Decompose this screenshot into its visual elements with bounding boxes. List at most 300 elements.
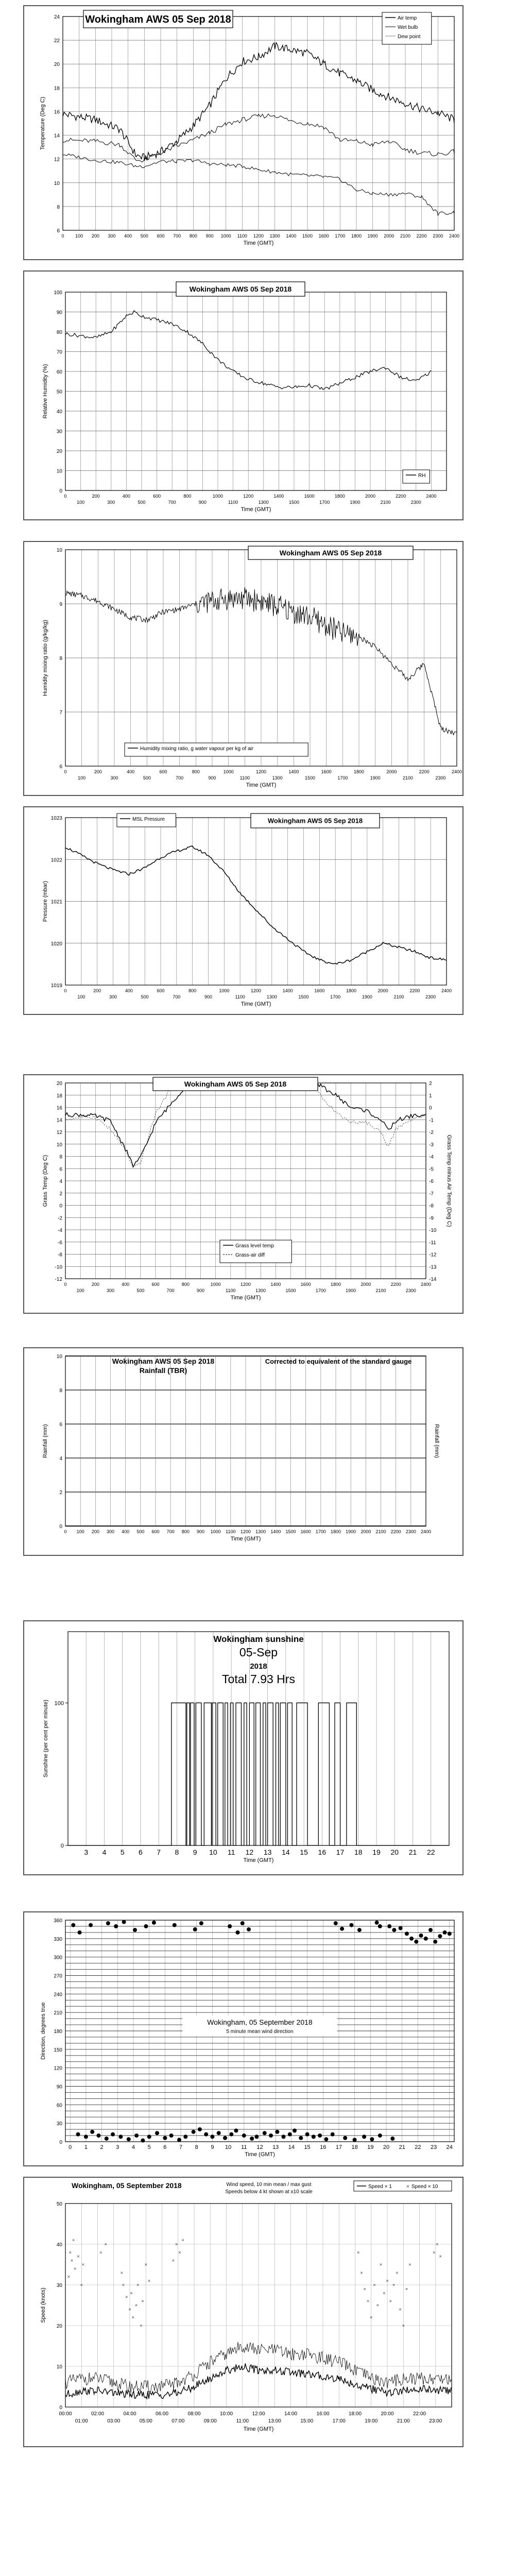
x-tick-label: 500 bbox=[136, 1288, 145, 1293]
x-tick-label: 1400 bbox=[270, 1529, 281, 1534]
x-tick-label: 1600 bbox=[300, 1529, 311, 1534]
x-tick-label: 500 bbox=[143, 775, 151, 781]
wind-direction-point bbox=[242, 2133, 246, 2138]
x-tick-label: 2300 bbox=[405, 1288, 416, 1293]
y-tick-label: 2 bbox=[59, 1191, 62, 1197]
sun-chart-year: 2018 bbox=[250, 1662, 267, 1671]
low-speed-x10-point: × bbox=[99, 2249, 102, 2255]
x-tick-label: 300 bbox=[107, 500, 115, 505]
x-tick-label: 600 bbox=[153, 494, 161, 499]
y-tick-label: 8 bbox=[59, 1388, 62, 1394]
y-tick-label: 18 bbox=[56, 1093, 62, 1099]
x-tick-label: 500 bbox=[138, 500, 146, 505]
y-tick-label: 150 bbox=[54, 2047, 62, 2053]
x-tick-label: 2100 bbox=[380, 500, 391, 505]
x-tick-label: 1200 bbox=[243, 494, 254, 499]
wind-direction-point bbox=[269, 2133, 273, 2138]
wind-direction-point bbox=[343, 2136, 347, 2140]
low-speed-x10-point: × bbox=[147, 2278, 151, 2284]
y-tick-label: 10 bbox=[56, 1354, 62, 1360]
x-tick-label: 2100 bbox=[375, 1529, 386, 1534]
x-tick-label: 1500 bbox=[302, 233, 313, 239]
y-tick-label: 8 bbox=[59, 1154, 62, 1160]
wind-direction-point bbox=[357, 1928, 362, 1932]
x-tick-label: 1500 bbox=[288, 500, 300, 505]
x-tick-label: 2400 bbox=[449, 233, 460, 239]
x-tick-label: 2200 bbox=[419, 769, 430, 774]
wind-direction-point bbox=[127, 2137, 131, 2141]
y-tick-label: 40 bbox=[56, 409, 62, 415]
legend-swatch: × bbox=[406, 2184, 409, 2190]
y2-tick-label: -3 bbox=[429, 1142, 434, 1148]
x-tick-label: 6 bbox=[139, 1848, 143, 1856]
x-tick-label: 800 bbox=[189, 233, 197, 239]
y-tick-label: 10 bbox=[54, 180, 60, 187]
wind-direction-point bbox=[305, 2132, 310, 2137]
x-tick-label: 1000 bbox=[223, 769, 234, 774]
y2-tick-label: 0 bbox=[429, 1105, 432, 1111]
x-tick-label: 2100 bbox=[400, 233, 411, 239]
x-tick-label: 800 bbox=[183, 494, 192, 499]
x-tick-label: 600 bbox=[151, 1529, 160, 1534]
low-speed-x10-point: × bbox=[131, 2315, 134, 2320]
low-speed-x10-point: × bbox=[439, 2253, 442, 2259]
x-tick-label: 200 bbox=[91, 233, 99, 239]
y2-tick-label: -7 bbox=[429, 1191, 434, 1197]
y-tick-label: 60 bbox=[56, 2103, 62, 2109]
x-tick-label: 4 bbox=[131, 2144, 135, 2150]
wind-direction-point bbox=[111, 2132, 115, 2137]
x-tick-label: 04:00 bbox=[123, 2411, 136, 2417]
x-tick-label: 01:00 bbox=[75, 2418, 88, 2424]
wind-direction-point bbox=[448, 1931, 452, 1936]
x-tick-label: 2200 bbox=[390, 1282, 401, 1287]
y2-tick-label: 1 bbox=[429, 1093, 432, 1099]
x-tick-label: 22 bbox=[415, 2144, 421, 2150]
x-axis-label: Time (GMT) bbox=[245, 2151, 275, 2158]
wind-direction-point bbox=[414, 1940, 418, 1944]
x-tick-label: 2200 bbox=[390, 1529, 401, 1534]
wind-direction-point bbox=[409, 1937, 414, 1941]
x-tick-label: 1900 bbox=[370, 775, 381, 781]
x-tick-label: 8 bbox=[175, 1848, 179, 1856]
wind-direction-point bbox=[288, 2132, 292, 2137]
rain-chart-note: Corrected to equivalent of the standard gauge bbox=[265, 1358, 412, 1365]
wind-direction-point bbox=[204, 2132, 208, 2137]
y-tick-label: -2 bbox=[58, 1215, 62, 1222]
x-tick-label: 700 bbox=[166, 1288, 175, 1293]
low-speed-x10-point: × bbox=[125, 2294, 128, 2300]
low-speed-x10-point: × bbox=[67, 2274, 70, 2280]
wind-direction-point bbox=[105, 2137, 109, 2141]
wind-direction-point bbox=[428, 1928, 433, 1932]
x-tick-label: 1200 bbox=[253, 233, 264, 239]
wind-direction-point bbox=[97, 2133, 101, 2138]
x-tick-label: 15 bbox=[304, 2144, 311, 2150]
y2-tick-label: -13 bbox=[429, 1264, 437, 1270]
x-tick-label: 2300 bbox=[435, 775, 446, 781]
x-tick-label: 1200 bbox=[240, 1529, 251, 1534]
wind-direction-point bbox=[324, 2137, 328, 2141]
wind-direction-point bbox=[443, 1930, 447, 1935]
x-tick-label: 2000 bbox=[384, 233, 394, 239]
wind-direction-point bbox=[76, 2132, 80, 2137]
y-tick-label: 6 bbox=[59, 1166, 62, 1173]
x-tick-label: 11 bbox=[227, 1848, 235, 1856]
sun-chart-total: Total 7.93 Hrs bbox=[222, 1672, 295, 1686]
y2-tick-label: -12 bbox=[429, 1252, 437, 1258]
x-tick-label: 16:00 bbox=[316, 2411, 330, 2417]
x-tick-label: 18:00 bbox=[348, 2411, 362, 2417]
x-tick-label: 100 bbox=[78, 775, 86, 781]
x-tick-label: 21 bbox=[408, 1848, 417, 1856]
legend-label: Humidity mixing ratio, g water vapour per kg of air bbox=[140, 746, 254, 752]
low-speed-x10-point: × bbox=[399, 2307, 402, 2312]
x-tick-label: 2000 bbox=[386, 769, 397, 774]
x-tick-label: 1000 bbox=[219, 988, 230, 993]
x-tick-label: 900 bbox=[196, 1529, 205, 1534]
low-speed-x10-point: × bbox=[402, 2323, 405, 2328]
x-tick-label: 13 bbox=[272, 2144, 279, 2150]
x-tick-label: 9 bbox=[193, 1848, 197, 1856]
y-tick-label: 2 bbox=[59, 1490, 62, 1496]
y-tick-label: 50 bbox=[56, 389, 62, 395]
grass-temp-chart-panel bbox=[23, 1074, 464, 1314]
x-tick-label: 14:00 bbox=[284, 2411, 298, 2417]
x-tick-label: 800 bbox=[188, 988, 197, 993]
y-tick-label: -4 bbox=[58, 1228, 62, 1233]
y-tick-label: 30 bbox=[56, 2283, 62, 2289]
x-tick-label: 1200 bbox=[250, 988, 262, 993]
x-axis-label: Time (GMT) bbox=[230, 1295, 261, 1301]
low-speed-x10-point: × bbox=[136, 2282, 140, 2287]
y2-tick-label: -1 bbox=[429, 1117, 434, 1124]
x-tick-label: 7 bbox=[179, 2144, 183, 2150]
low-speed-x10-point: × bbox=[128, 2307, 131, 2312]
x-tick-label: 1900 bbox=[362, 994, 372, 999]
wind-direction-point bbox=[228, 1924, 232, 1928]
x-tick-label: 1700 bbox=[319, 500, 330, 505]
x-tick-label: 2300 bbox=[405, 1529, 416, 1534]
y-tick-label: 14 bbox=[56, 1117, 62, 1124]
y-tick-label: 6 bbox=[59, 764, 62, 770]
wspd-chart-title: Wokingham, 05 September 2018 bbox=[72, 2181, 182, 2190]
wind-direction-point bbox=[362, 2134, 366, 2139]
x-tick-label: 0 bbox=[64, 1529, 67, 1534]
y-tick-label: -12 bbox=[55, 1277, 62, 1282]
y-tick-label: 300 bbox=[54, 1955, 62, 1961]
y-tick-label: 1022 bbox=[50, 857, 62, 863]
rh-chart-title: Wokingham AWS 05 Sep 2018 bbox=[189, 284, 292, 293]
wind-direction-point bbox=[134, 2133, 139, 2138]
x-tick-label: 2000 bbox=[360, 1282, 371, 1287]
x-tick-label: 500 bbox=[140, 233, 148, 239]
wind-direction-point bbox=[254, 2134, 259, 2139]
wind-direction-point bbox=[387, 1924, 391, 1928]
y-tick-label: 210 bbox=[54, 2010, 62, 2016]
x-tick-label: 300 bbox=[110, 775, 118, 781]
x-tick-label: 1300 bbox=[255, 1529, 266, 1534]
wind-direction-point bbox=[90, 2130, 94, 2134]
low-speed-x10-point: × bbox=[389, 2298, 392, 2304]
y-tick-label: 1023 bbox=[50, 816, 62, 821]
y2-tick-label: -8 bbox=[429, 1203, 434, 1209]
x-tick-label: 100 bbox=[76, 1529, 84, 1534]
y-tick-label: 10 bbox=[56, 2364, 62, 2370]
wind-direction-point bbox=[234, 2129, 238, 2133]
y-tick-label: 10 bbox=[56, 468, 62, 474]
x-tick-label: 100 bbox=[76, 1288, 84, 1293]
x-axis-label: Time (GMT) bbox=[243, 1857, 274, 1863]
x-tick-label: 400 bbox=[127, 769, 135, 774]
wind-direction-point bbox=[173, 1923, 177, 1927]
x-tick-label: 500 bbox=[141, 994, 149, 999]
x-tick-label: 100 bbox=[75, 233, 83, 239]
x-tick-label: 900 bbox=[196, 1288, 205, 1293]
x-tick-label: 12:00 bbox=[252, 2411, 265, 2417]
y-tick-label: 8 bbox=[59, 656, 62, 662]
y-tick-label: 6 bbox=[57, 228, 60, 234]
wind-direction-point bbox=[299, 2136, 303, 2140]
x-tick-label: 1600 bbox=[314, 988, 325, 993]
y-tick-label: 8 bbox=[57, 204, 60, 210]
x-tick-label: 1300 bbox=[258, 500, 269, 505]
x-tick-label: 15 bbox=[300, 1848, 308, 1856]
x-tick-label: 3 bbox=[116, 2144, 119, 2150]
x-tick-label: 5 bbox=[147, 2144, 151, 2150]
x-tick-label: 600 bbox=[157, 988, 165, 993]
y2-tick-label: -10 bbox=[429, 1228, 437, 1233]
x-tick-label: 00:00 bbox=[59, 2411, 72, 2417]
x-tick-label: 400 bbox=[122, 494, 130, 499]
wind-direction-point bbox=[199, 1921, 203, 1925]
low-speed-x10-point: × bbox=[68, 2249, 72, 2255]
x-tick-label: 1100 bbox=[226, 1288, 236, 1293]
x-tick-label: 18 bbox=[354, 1848, 363, 1856]
x-tick-label: 1400 bbox=[282, 988, 293, 993]
x-tick-label: 1000 bbox=[220, 233, 231, 239]
temperature-chart-panel bbox=[23, 5, 464, 260]
x-tick-label: 0 bbox=[64, 988, 67, 993]
x-tick-label: 0 bbox=[68, 2144, 72, 2150]
x-tick-label: 0 bbox=[64, 1282, 67, 1287]
x-axis-label: Time (GMT) bbox=[241, 506, 271, 513]
x-tick-label: 4 bbox=[102, 1848, 107, 1856]
sun-chart-date: 05-Sep bbox=[239, 1646, 278, 1659]
x-tick-label: 23 bbox=[430, 2144, 437, 2150]
sunshine-chart-panel bbox=[23, 1620, 464, 1875]
x-tick-label: 8 bbox=[195, 2144, 198, 2150]
wind-direction-point bbox=[250, 2137, 254, 2141]
wind-direction-point bbox=[378, 1924, 382, 1928]
wind-direction-point bbox=[84, 2134, 88, 2139]
x-tick-label: 1700 bbox=[335, 233, 346, 239]
x-tick-label: 20:00 bbox=[381, 2411, 394, 2417]
rain-chart-subtitle: Rainfall (TBR) bbox=[139, 1366, 187, 1375]
x-tick-label: 100 bbox=[77, 994, 85, 999]
x-axis-label: Time (GMT) bbox=[246, 782, 277, 788]
x-tick-label: 1300 bbox=[269, 233, 280, 239]
wind-direction-point bbox=[169, 2133, 174, 2138]
low-speed-x10-point: × bbox=[379, 2262, 383, 2267]
x-tick-label: 2000 bbox=[360, 1529, 371, 1534]
x-tick-label: 7 bbox=[157, 1848, 161, 1856]
x-tick-label: 2400 bbox=[451, 769, 462, 774]
x-tick-label: 1600 bbox=[318, 233, 329, 239]
x-tick-label: 2400 bbox=[441, 988, 452, 993]
x-tick-label: 1300 bbox=[266, 994, 277, 999]
x-tick-label: 12 bbox=[245, 1848, 254, 1856]
wind-direction-point bbox=[375, 1921, 379, 1925]
x-tick-label: 10 bbox=[209, 1848, 217, 1856]
x-tick-label: 800 bbox=[181, 1282, 190, 1287]
y-tick-label: 50 bbox=[56, 2201, 62, 2207]
x-tick-label: 10 bbox=[225, 2144, 232, 2150]
y2-tick-label: -6 bbox=[429, 1179, 434, 1184]
x-tick-label: 12 bbox=[256, 2144, 263, 2150]
x-tick-label: 17:00 bbox=[332, 2418, 346, 2424]
x-tick-label: 20 bbox=[390, 1848, 399, 1856]
x-tick-label: 13 bbox=[263, 1848, 272, 1856]
x-tick-label: 16 bbox=[320, 2144, 327, 2150]
wind-direction-point bbox=[155, 2131, 159, 2135]
wind-direction-point bbox=[89, 1923, 93, 1927]
x-tick-label: 05:00 bbox=[139, 2418, 152, 2424]
x-tick-label: 6 bbox=[163, 2144, 167, 2150]
wind-direction-chart-panel bbox=[23, 1911, 464, 2166]
mixing-ratio-chart-panel bbox=[23, 541, 464, 796]
low-speed-x10-point: × bbox=[178, 2249, 181, 2255]
x-axis-label: Time (GMT) bbox=[243, 2426, 274, 2432]
legend-label: Grass level temp bbox=[235, 1243, 274, 1249]
y-tick-label: 70 bbox=[56, 349, 62, 355]
x-tick-label: 19 bbox=[367, 2144, 374, 2150]
mix-chart-title: Wokingham AWS 05 Sep 2018 bbox=[279, 548, 382, 557]
y-axis-label: Grass Temp (Deg C) bbox=[42, 1155, 48, 1207]
low-speed-x10-point: × bbox=[408, 2262, 411, 2267]
wind-direction-point bbox=[144, 1924, 148, 1928]
temp-chart-title: Wokingham AWS 05 Sep 2018 bbox=[85, 14, 231, 25]
x-tick-label: 1400 bbox=[286, 233, 297, 239]
x-tick-label: 1400 bbox=[273, 494, 284, 499]
x-tick-label: 1000 bbox=[210, 1282, 221, 1287]
x-tick-label: 400 bbox=[124, 233, 132, 239]
x-tick-label: 2200 bbox=[416, 233, 427, 239]
x-tick-label: 0 bbox=[64, 494, 67, 499]
y-tick-label: 40 bbox=[56, 2242, 62, 2248]
x-tick-label: 1500 bbox=[285, 1529, 296, 1534]
y-axis-label: Temperature (Deg C) bbox=[40, 96, 46, 150]
legend-label: Wet bulb bbox=[398, 25, 418, 30]
grass-temp-chart bbox=[24, 1075, 462, 1313]
wind-direction-point bbox=[163, 2136, 167, 2140]
low-speed-x10-point: × bbox=[70, 2258, 74, 2263]
wind-direction-point bbox=[193, 1927, 197, 1931]
rainfall-chart-panel bbox=[23, 1347, 464, 1556]
y-tick-label: 9 bbox=[59, 602, 62, 607]
y-tick-label: 360 bbox=[54, 1918, 62, 1924]
x-tick-label: 03:00 bbox=[107, 2418, 121, 2424]
x-tick-label: 14 bbox=[288, 2144, 295, 2150]
low-speed-x10-point: × bbox=[141, 2298, 144, 2304]
x-tick-label: 100 bbox=[77, 500, 85, 505]
x-tick-label: 200 bbox=[92, 494, 100, 499]
low-speed-x10-point: × bbox=[376, 2302, 379, 2308]
x-tick-label: 08:00 bbox=[187, 2411, 201, 2417]
x-tick-label: 300 bbox=[106, 1529, 115, 1534]
x-tick-label: 2300 bbox=[433, 233, 443, 239]
x-tick-label: 2200 bbox=[396, 494, 406, 499]
wind-direction-point bbox=[147, 2134, 151, 2139]
x-tick-label: 200 bbox=[91, 1529, 99, 1534]
x-tick-label: 20 bbox=[383, 2144, 390, 2150]
x-tick-label: 22 bbox=[426, 1848, 435, 1856]
x-tick-label: 1500 bbox=[304, 775, 316, 781]
x-tick-label: 1700 bbox=[337, 775, 348, 781]
wind-speed-chart-panel bbox=[23, 2177, 464, 2447]
x-tick-label: 200 bbox=[91, 1282, 99, 1287]
y2-tick-label: -5 bbox=[429, 1166, 434, 1173]
humidity-chart bbox=[24, 272, 462, 519]
x-tick-label: 19 bbox=[372, 1848, 381, 1856]
legend-label: Dew point bbox=[398, 34, 421, 40]
low-speed-x10-point: × bbox=[120, 2270, 124, 2276]
x-axis-label: Time (GMT) bbox=[230, 1536, 261, 1542]
mixing-ratio-chart bbox=[24, 542, 462, 795]
y-tick-label: 120 bbox=[54, 2065, 62, 2072]
y-tick-label: 0 bbox=[60, 1843, 64, 1849]
low-speed-x10-point: × bbox=[383, 2290, 386, 2296]
low-speed-x10-point: × bbox=[144, 2262, 147, 2267]
y-axis-label: Humidity mixing ratio (g/kg/kg) bbox=[42, 620, 48, 696]
wind-direction-point bbox=[419, 1934, 423, 1938]
y-tick-label: 16 bbox=[56, 1105, 62, 1111]
legend-box bbox=[403, 470, 430, 483]
y-tick-label: 270 bbox=[54, 1973, 62, 1979]
x-tick-label: 1900 bbox=[350, 500, 360, 505]
wind-direction-point bbox=[198, 2127, 202, 2131]
wind-direction-point bbox=[433, 1940, 437, 1944]
y-tick-label: 0 bbox=[59, 2140, 62, 2145]
y-tick-label: -10 bbox=[55, 1264, 62, 1270]
y-tick-label: 10 bbox=[56, 1142, 62, 1148]
wind-direction-point bbox=[241, 1921, 245, 1925]
low-speed-x10-point: × bbox=[72, 2238, 75, 2243]
x-tick-label: 24 bbox=[446, 2144, 453, 2150]
wind-direction-point bbox=[405, 1931, 409, 1936]
y-tick-label: 20 bbox=[54, 62, 60, 68]
low-speed-x10-point: × bbox=[386, 2278, 389, 2284]
x-tick-label: 1600 bbox=[300, 1282, 311, 1287]
wind-direction-point bbox=[282, 2134, 286, 2139]
wind-direction-point bbox=[399, 1926, 403, 1930]
x-tick-label: 19:00 bbox=[365, 2418, 378, 2424]
x-tick-label: 2200 bbox=[409, 988, 420, 993]
x-tick-label: 1100 bbox=[228, 500, 238, 505]
x-tick-label: 1100 bbox=[235, 994, 245, 999]
wind-direction-point bbox=[392, 1928, 396, 1932]
wind-direction-point bbox=[141, 2139, 145, 2143]
x-tick-label: 2000 bbox=[377, 988, 388, 993]
legend-label: MSL Pressure bbox=[132, 817, 165, 822]
x-tick-label: 2400 bbox=[420, 1282, 432, 1287]
x-tick-label: 700 bbox=[173, 994, 181, 999]
y-tick-label: 60 bbox=[56, 369, 62, 375]
wind-direction-point bbox=[152, 1921, 156, 1925]
x-tick-label: 22:00 bbox=[413, 2411, 426, 2417]
x-tick-label: 5 bbox=[120, 1848, 125, 1856]
y2-axis-label: Grass Temp minus Air Temp (Deg C) bbox=[446, 1134, 452, 1227]
